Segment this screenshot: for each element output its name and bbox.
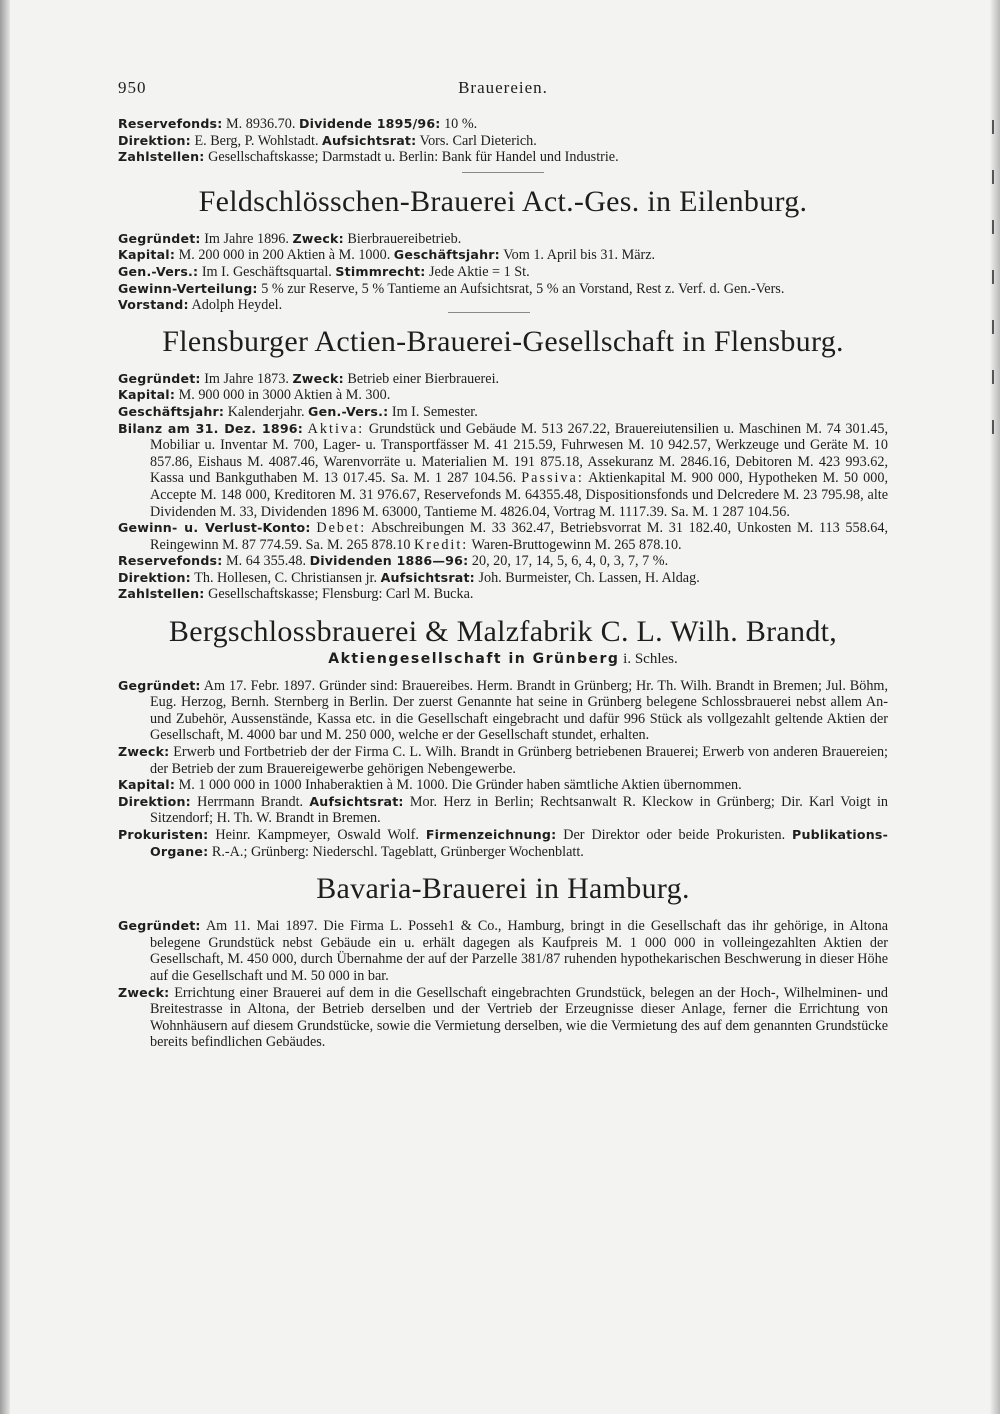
section-title-feldschloesschen: Feldschlösschen-Brauerei Act.-Ges. in Eilenburg.	[198, 184, 808, 218]
page-header	[118, 78, 888, 100]
section-divider	[462, 172, 544, 173]
entry-gewinn-verlust: Gewinn- u. Verlust-Konto: Debet: Abschreibungen M. 33 362.47, Betriebsvorrat M. 31 182.40, Unkosten M. 113 558.64, Reingewinn M. 87 774.59. Sa. M. 265 878.10 Kredit: Waren-Bruttogewinn M. 265 878.10.	[118, 520, 888, 553]
entry-gegruendet: Gegründet: Am 11. Mai 1897. Die Firma L. Posseh1 & Co., Hamburg, bringt in die Gesellschaft das ihr gehörige, in Altona belegene Grundstück nebst Gebäude ein u. erhält dagegen als Kaufpreis M. 1 000 000 in volleingezahlten Aktien der Gesellschaft, M. 450 000, durch Übernahme der auf der Parzelle 381/87 ruhenden hypothekarischen Beschwerung in dieser Höhe auf die Gesellschaft und M. 50 000 in bar.	[118, 918, 888, 984]
entry-gewinn-verteilung: Gewinn-Verteilung: 5 % zur Reserve, 5 % Tantieme an Aufsichtsrat, 5 % an Vorstand, Rest z. Verf. d. Gen.-Vers.	[118, 280, 785, 297]
entry-bilanz: Bilanz am 31. Dez. 1896: Aktiva: Grundstück und Gebäude M. 513 267.22, Brauereiutensilien u. Maschinen M. 74 301.45, Mobiliar u. Inventar M. 700, Lager- u. Transportfässer M. 41 215.59, Fuhrwesen M. 10 942.57, Werkzeuge und Geräte M. 10 857.86, Eishaus M. 4087.46, Warenvorräte u. Materialien M. 191 875.18, Assekuranz M. 2846.16, Debitoren M. 423 993.62, Kassa und Bankguthaben M. 13 017.45. Sa. M. 1 287 104.56. Passiva: Aktienkapital M. 900 000, Hypotheken M. 50 000, Accepte M. 148 000, Kreditoren M. 31 976.67, Reservefonds M. 64355.48, Dispositionsfonds und Delcredere M. 23 795.98, alte Dividenden M. 33, Dividenden 1896 M. 63000, Tantieme M. 4826.04, Vortrag M. 1117.39. Sa. M. 1 287 104.56.	[118, 420, 888, 520]
section-divider	[448, 312, 530, 313]
entry-zweck: Zweck: Errichtung einer Brauerei auf dem in die Gesellschaft eingebrachten Grundstück, belegen an der Hoch-, Wilhelminen- und Breitestrasse in Altona, der Betrieb derselben und der Vertrieb der Erzeugnisse dieser Anlage, ferner die Errichtung von Wohnhäusern auf diesem Grundstücke, sowie die Vermietung derselben, wie die Vermietung des auf dem genannten Grundstücke bereits befindlichen Gebäudes.	[118, 984, 889, 1051]
page-body	[118, 116, 888, 1051]
entry-reservefonds: Reservefonds: M. 64 355.48. Dividenden 1886—96: 20, 20, 17, 14, 5, 6, 4, 0, 3, 7, 7 %.	[118, 553, 669, 570]
section-title-bavaria: Bavaria-Brauerei in Hamburg.	[316, 872, 690, 906]
page-number: 950	[118, 78, 147, 97]
entry-kapital: Kapital: M. 1 000 000 in 1000 Inhaberaktien à M. 1000. Die Gründer haben sämtliche Aktien übernommen.	[118, 777, 742, 794]
section-title-flensburger: Flensburger Actien-Brauerei-Gesellschaft in Flensburg.	[162, 324, 844, 358]
entry-zweck: Zweck: Erwerb und Fortbetrieb der der Firma C. L. Wilh. Brandt in Grünberg betriebenen Brauerei; Erwerb von anderen Brauereien; der Betrieb der zum Brauereigewerbe gehörigen Nebengewerbe.	[118, 744, 889, 777]
entry-gegruendet: Gegründet: Im Jahre 1896. Zweck: Bierbrauereibetrieb.	[118, 230, 462, 247]
intro-reservefonds: Reservefonds: M. 8936.70. Dividende 1895/96: 10 %.	[118, 116, 478, 132]
intro-direktion: Direktion: E. Berg, P. Wohlstadt. Aufsichtsrat: Vors. Carl Dieterich.	[118, 132, 537, 149]
entry-kapital: Kapital: M. 200 000 in 200 Aktien à M. 1000. Geschäftsjahr: Vom 1. April bis 31. März.	[118, 247, 656, 264]
intro-zahlstellen: Zahlstellen: Gesellschaftskasse; Darmstadt u. Berlin: Bank für Handel und Industrie.	[118, 149, 619, 166]
entry-kapital: Kapital: M. 900 000 in 3000 Aktien à M. 300.	[118, 387, 391, 404]
entry-direktion: Direktion: Herrmann Brandt. Aufsichtsrat: Mor. Herz in Berlin; Rechtsanwalt R. Kleckow in Grünberg; Dir. Karl Voigt in Sitzendorf; H. Th. W. Brandt in Bremen.	[118, 793, 888, 827]
margin-marks	[990, 120, 998, 470]
left-page-edge	[0, 0, 10, 1414]
entry-geschaeftsjahr: Geschäftsjahr: Kalenderjahr. Gen.-Vers.: Im I. Semester.	[118, 403, 478, 420]
entry-direktion: Direktion: Th. Hollesen, C. Christiansen jr. Aufsichtsrat: Joh. Burmeister, Ch. Lassen, H. Aldag.	[118, 569, 700, 586]
entry-gegruendet: Gegründet: Am 17. Febr. 1897. Gründer sind: Brauereibes. Herm. Brandt in Grünberg; Hr. Th. Wilh. Brandt in Bremen; Jul. Böhm, Eug. Herzog, Bernh. Sternberg in Berlin. Der zuerst Genannte hat seine in Grünberg belegene Schlossbrauerei nebst allem An- und Zubehör, Aussenstände, Kassa etc. in die Gesellschaft eingebracht und dafür 996 Stück als vollgezahlt geltende Aktien der Gesellschaft, M. 4000 bar und M. 250 000, welche er der Gesellschaft stundet, erhalten.	[118, 677, 889, 744]
entry-gegruendet: Gegründet: Im Jahre 1873. Zweck: Betrieb einer Bierbrauerei.	[118, 370, 500, 387]
section-subtitle: Aktiengesellschaft in Grünberg i. Schles.	[328, 651, 678, 668]
running-title: Brauereien.	[458, 78, 548, 97]
entry-prokuristen: Prokuristen: Heinr. Kampmeyer, Oswald Wolf. Firmenzeichnung: Der Direktor oder beide Prokuristen. Publikations-Organe: R.-A.; Grünberg: Niederschl. Tageblatt, Grünberger Wochenblatt.	[118, 827, 889, 860]
entry-vorstand: Vorstand: Adolph Heydel.	[118, 297, 283, 314]
entry-zahlstellen: Zahlstellen: Gesellschaftskasse; Flensburg: Carl M. Bucka.	[118, 586, 474, 603]
section-title-bergschloss: Bergschlossbrauerei & Malzfabrik C. L. Wilh. Brandt,	[168, 615, 838, 649]
entry-gen-vers: Gen.-Vers.: Im I. Geschäftsquartal. Stimmrecht: Jede Aktie = 1 St.	[118, 263, 530, 280]
